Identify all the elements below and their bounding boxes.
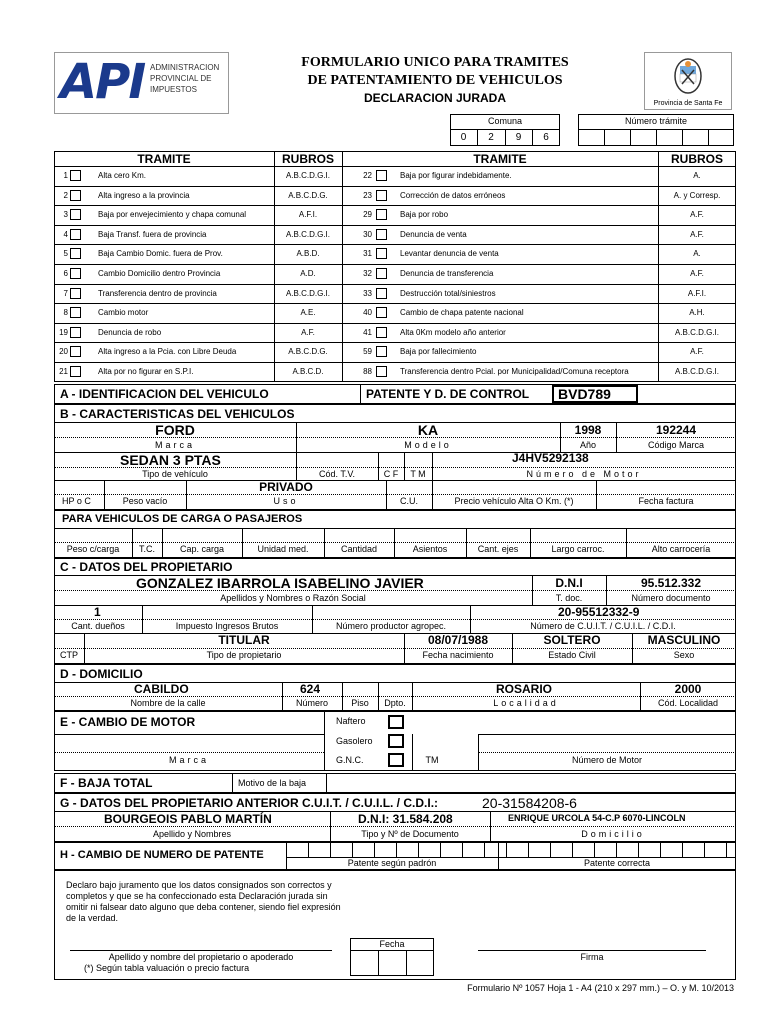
numero-label: Número	[295, 698, 328, 708]
tramite-checkbox[interactable]	[70, 170, 81, 181]
gnc-checkbox[interactable]	[388, 753, 404, 767]
tipo-prop-label: Tipo de propietario	[206, 650, 282, 660]
anterior-cuit-value: 20-31584208-6	[482, 795, 577, 811]
patente-value: BVD789	[558, 386, 611, 402]
patente-cell-divider	[638, 842, 639, 857]
comuna-digit: 2	[488, 132, 494, 143]
section-g-title: G - DATOS DEL PROPIETARIO ANTERIOR C.U.I.T. / C.U.I.L. / C.D.I.:	[60, 796, 439, 810]
tramite-checkbox[interactable]	[376, 170, 387, 181]
patente-cell-divider	[550, 842, 551, 857]
localidad-label: Localidad	[493, 698, 559, 708]
form-title-1: FORMULARIO UNICO PARA TRAMITES	[301, 55, 569, 70]
rubros-header: RUBROS	[281, 152, 334, 166]
tramite-label: Corrección de datos erróneos	[400, 190, 506, 200]
sexo-label: Sexo	[673, 650, 695, 660]
tramite-label: Alta 0Km modelo año anterior	[400, 327, 506, 337]
tramite-label: Transferencia dentro Pcial. por Municipalidad/Comuna receptora	[400, 367, 629, 376]
section-e-title: E - CAMBIO DE MOTOR	[60, 715, 196, 729]
anterior-nombre-value: BOURGEOIS PABLO MARTÍN	[104, 812, 272, 826]
tramite-checkbox[interactable]	[70, 190, 81, 201]
tramite-checkbox[interactable]	[376, 307, 387, 318]
declaration-line: omitir ni falsear dato alguno que deba contener, siendo fiel expresión	[66, 902, 341, 912]
modelo-value: KA	[417, 422, 439, 438]
carga-label: T.C.	[138, 544, 155, 554]
tm-label: T M	[410, 469, 426, 479]
tipo-vehiculo-label: Tipo de vehículo	[142, 469, 208, 479]
tramite-checkbox[interactable]	[70, 288, 81, 299]
tramite-checkbox[interactable]	[376, 268, 387, 279]
patente-cell-divider	[352, 842, 353, 857]
doc-num-value: 95.512.332	[640, 576, 702, 590]
tramite-num: 40	[363, 308, 372, 318]
tramite-label: Cambio Domicilio dentro Provincia	[98, 269, 221, 278]
org-name-1: ADMINISTRACION	[150, 63, 220, 72]
marca-value: FORD	[155, 422, 195, 438]
gnc-label: G.N.C.	[336, 755, 364, 765]
cant-duenos-value: 1	[94, 605, 101, 619]
modelo-label: Modelo	[404, 440, 452, 450]
tramite-header: TRAMITE	[473, 152, 527, 166]
tramite-checkbox[interactable]	[70, 248, 81, 259]
tramite-num: 33	[363, 288, 372, 298]
motor-value: J4HV5292138	[512, 451, 589, 465]
patente-cell-divider	[528, 842, 529, 857]
province-seal-icon	[672, 56, 704, 96]
carga-label: Largo carroc.	[551, 544, 605, 554]
firma-label: Firma	[580, 952, 604, 962]
patente-label: PATENTE Y D. DE CONTROL	[366, 387, 530, 401]
calle-value: CABILDO	[134, 682, 189, 696]
comuna-digit: 6	[543, 132, 549, 143]
tramite-label: Baja por robo	[400, 210, 449, 220]
tramite-num: 88	[363, 367, 372, 376]
tramite-rubros: A.F.I.	[298, 210, 318, 220]
gasolero-label: Gasolero	[336, 736, 373, 746]
tramite-label: Denuncia de venta	[400, 229, 467, 239]
tramite-checkbox[interactable]	[70, 366, 81, 377]
tramite-num: 59	[363, 347, 372, 357]
section-a-title: A - IDENTIFICACION DEL VEHICULO	[60, 387, 269, 401]
patente-cell-divider	[704, 842, 705, 857]
tramite-num: 8	[63, 308, 68, 318]
tipo-vehiculo-value: SEDAN 3 PTAS	[120, 452, 221, 468]
carga-label: Asientos	[412, 544, 448, 554]
tramite-label: Baja por figurar indebidamente.	[400, 171, 512, 180]
carga-label: Peso c/carga	[66, 544, 120, 554]
tramite-num: 22	[363, 171, 372, 180]
patente-cell-divider	[660, 842, 661, 857]
footer-note: Formulario Nº 1057 Hoja 1 - A4 (210 x 297 mm.) – O. y M. 10/2013	[467, 983, 734, 993]
anterior-nombre-label: Apellido y Nombres	[152, 829, 232, 839]
patente-cell-divider	[484, 842, 485, 857]
org-name-2: PROVINCIAL DE	[150, 74, 212, 83]
tramite-checkbox[interactable]	[70, 346, 81, 357]
gasolero-checkbox[interactable]	[388, 734, 404, 748]
naftero-checkbox[interactable]	[388, 715, 404, 729]
tramite-num: 31	[363, 249, 372, 259]
cod-tv-label: Cód. T.V.	[318, 469, 356, 479]
tramite-num: 4	[63, 229, 68, 239]
propietario-nombre: GONZALEZ IBARROLA ISABELINO JAVIER	[136, 575, 424, 591]
dpto-label: Dpto.	[384, 698, 406, 708]
cant-duenos-label: Cant. dueños	[71, 621, 125, 631]
tramite-checkbox[interactable]	[376, 327, 387, 338]
motor-numero-label: Número de Motor	[571, 755, 643, 765]
anio-label: Año	[579, 440, 596, 450]
tramite-label: Cambio motor	[98, 308, 149, 318]
fecha-factura-label: Fecha factura	[638, 496, 694, 506]
patente-cell-divider	[418, 842, 419, 857]
cu-label: C.U.	[400, 496, 418, 506]
tramite-label: Baja Transf. fuera de provincia	[98, 229, 207, 239]
tramite-label: Baja por envejecimiento y chapa comunal	[98, 210, 247, 220]
anterior-doc-label: Tipo y Nº de Documento	[361, 829, 459, 839]
tramite-rubros: A.H.	[689, 308, 705, 318]
tramite-rubros: A.D.	[300, 269, 316, 278]
patente-cell-divider	[374, 842, 375, 857]
tramite-label: Alta por no figurar en S.P.I.	[98, 367, 194, 376]
marca-label: Marca	[154, 440, 195, 450]
fecha-label: Fecha	[379, 939, 405, 949]
cuit-value: 20-95512332-9	[558, 605, 640, 619]
tramite-rubros: A.B.C.D.G.	[288, 347, 328, 357]
localidad-value: ROSARIO	[496, 682, 553, 696]
tramite-checkbox[interactable]	[376, 346, 387, 357]
rubros-header: RUBROS	[670, 152, 723, 166]
cod-localidad-label: Cód. Localidad	[657, 698, 719, 708]
carga-label: Cantidad	[340, 544, 378, 554]
tramite-checkbox[interactable]	[70, 307, 81, 318]
patente-cell-divider	[616, 842, 617, 857]
hp-label: HP o C	[62, 496, 91, 506]
patente-cell-divider	[506, 842, 507, 857]
tramite-num: 32	[363, 269, 372, 278]
declaration-line: Declaro bajo juramento que los datos consignados son correctos y	[66, 880, 332, 890]
sexo-value: MASCULINO	[647, 633, 721, 647]
cod-localidad-value: 2000	[674, 682, 702, 696]
comuna-label: Comuna	[487, 116, 523, 126]
carga-label: Unidad med.	[257, 544, 309, 554]
tramite-checkbox[interactable]	[70, 209, 81, 220]
tramite-label: Destrucción total/siniestros	[400, 288, 496, 298]
patente-cell-divider	[308, 842, 309, 857]
tramite-checkbox[interactable]	[376, 288, 387, 299]
patente-cell-divider	[330, 842, 331, 857]
tramite-rubros: A.B.C.D.G.I.	[285, 229, 330, 239]
tramite-rubros: A.F.	[690, 347, 704, 357]
ndoc-label: Número documento	[631, 593, 711, 603]
fecha-nac-label: Fecha nacimiento	[422, 650, 494, 660]
productor-label: Número productor agropec.	[335, 621, 447, 631]
codigo-marca-value: 192244	[655, 423, 697, 437]
tramite-label: Levantar denuncia de venta	[400, 249, 499, 259]
patente-correcta-label: Patente correcta	[583, 858, 651, 868]
piso-label: Piso	[351, 698, 369, 708]
tramite-num: 7	[63, 288, 68, 298]
tipo-prop-value: TITULAR	[218, 633, 270, 647]
anio-value: 1998	[574, 423, 602, 437]
tramite-num: 20	[59, 347, 68, 357]
tramite-rubros: A.B.C.D.G.I.	[674, 327, 719, 337]
tramite-rubros: A.F.	[690, 269, 704, 278]
motor-marca-label: Marca	[168, 755, 209, 765]
motor-label: Número de Motor	[526, 469, 642, 479]
tramite-rubros: A.F.	[690, 229, 704, 239]
fecha-nac-value: 08/07/1988	[427, 633, 489, 647]
tramite-num: 19	[59, 327, 68, 337]
uso-value: PRIVADO	[259, 480, 313, 494]
codigo-marca-label: Código Marca	[647, 440, 705, 450]
comuna-digit: 0	[460, 132, 467, 143]
naftero-label: Naftero	[336, 716, 366, 726]
tm-label: TM	[425, 755, 439, 765]
tramite-num: 41	[363, 327, 372, 337]
cf-label: C F	[383, 469, 399, 479]
form-title-2: DE PATENTAMIENTO DE VEHICULOS	[307, 73, 563, 88]
section-b-title: B - CARACTERISTICAS DEL VEHICULOS	[60, 407, 295, 421]
tramite-rubros: A.B.D.	[296, 249, 320, 259]
tramite-checkbox[interactable]	[376, 229, 387, 240]
tramite-num: 6	[63, 269, 68, 278]
tramite-rubros: A.F.I.	[687, 288, 707, 298]
iibb-label: Impuesto Ingresos Brutos	[175, 621, 279, 631]
tramite-rubros: A.B.C.D.G.	[288, 190, 328, 200]
patente-padron-label: Patente según padrón	[347, 858, 437, 868]
tramite-rubros: A.	[693, 249, 701, 259]
patente-cell-divider	[572, 842, 573, 857]
motivo-baja-label: Motivo de la baja	[238, 778, 307, 788]
tramite-label: Baja por fallecimiento	[400, 347, 477, 357]
anterior-dni-value: D.N.I: 31.584.208	[358, 812, 453, 826]
tramite-num: 21	[59, 367, 68, 376]
tramite-rubros: A.E.	[300, 308, 316, 318]
apoderado-label: Apellido y nombre del propietario o apoderado	[108, 952, 294, 962]
tramite-rubros: A.F.	[301, 327, 315, 337]
tramite-num: 2	[63, 190, 68, 200]
valuacion-note: (*) Según tabla valuación o precio factura	[84, 963, 250, 973]
tramite-checkbox[interactable]	[376, 209, 387, 220]
numero-tramite-label: Número trámite	[624, 116, 687, 126]
ctp-label: CTP	[60, 650, 78, 660]
api-logo: API	[60, 54, 145, 110]
tramite-rubros: A.B.C.D.G.I.	[285, 171, 330, 180]
tramite-label: Cambio de chapa patente nacional	[400, 308, 524, 318]
tramite-num: 3	[63, 210, 68, 220]
tramite-label: Baja Cambio Domic. fuera de Prov.	[98, 249, 223, 259]
section-c-title: C - DATOS DEL PROPIETARIO	[60, 560, 233, 574]
carga-label: Cap. carga	[179, 544, 225, 554]
tramite-checkbox[interactable]	[376, 366, 387, 377]
tramite-checkbox[interactable]	[376, 248, 387, 259]
carga-label: Alto carrocería	[651, 544, 711, 554]
numero-value: 624	[300, 682, 321, 696]
declaration-line: completos y que se ha confeccionado esta Declaración jurada sin	[66, 891, 328, 901]
precio-label: Precio vehículo Alta O Km. (*)	[454, 496, 574, 506]
tramite-checkbox[interactable]	[70, 229, 81, 240]
anterior-domicilio-value: ENRIQUE URCOLA 54-C.P 6070-LINCOLN	[508, 813, 686, 823]
comuna-digit: 9	[515, 132, 522, 143]
tramite-rubros: A.B.C.D.	[292, 367, 324, 376]
tramite-label: Alta cero Km.	[98, 171, 147, 180]
patente-cell-divider	[726, 842, 727, 857]
carga-label: Cant. ejes	[477, 544, 519, 554]
tramite-rubros: A.F.	[690, 210, 704, 220]
estado-civil-label: Estado Civil	[548, 650, 596, 660]
tramite-header: TRAMITE	[137, 152, 191, 166]
calle-label: Nombre de la calle	[130, 698, 206, 708]
declaration-line: de la verdad.	[66, 913, 119, 923]
tramite-label: Alta ingreso a la provincia	[98, 190, 190, 200]
tramite-num: 23	[363, 190, 372, 200]
tdoc-label: T. doc.	[555, 593, 583, 603]
tramite-label: Transferencia dentro de provincia	[98, 288, 217, 298]
tramite-checkbox[interactable]	[70, 327, 81, 338]
tramite-num: 1	[63, 171, 68, 180]
nombre-label: Apellidos y Nombres o Razón Social	[220, 593, 366, 603]
doc-tipo-value: D.N.I	[555, 576, 583, 590]
section-f-title: F - BAJA TOTAL	[60, 776, 153, 790]
tramite-label: Alta ingreso a la Pcia. con Libre Deuda	[98, 347, 237, 357]
province-label: Provincia de Santa Fe	[653, 100, 723, 107]
tramite-rubros: A.B.C.D.G.I.	[674, 367, 719, 376]
tramite-rubros: A.	[693, 171, 701, 180]
uso-label: Uso	[273, 496, 299, 506]
tramite-checkbox[interactable]	[376, 190, 387, 201]
patente-cell-divider	[462, 842, 463, 857]
form-title-3: DECLARACION JURADA	[363, 91, 506, 105]
peso-vacio-label: Peso vacío	[122, 496, 168, 506]
cuit-label: Número de C.U.I.T. / C.U.I.L. / C.D.I.	[530, 621, 676, 631]
section-d-title: D - DOMICILIO	[60, 667, 143, 681]
tramite-label: Denuncia de transferencia	[400, 269, 494, 278]
org-name-3: IMPUESTOS	[150, 85, 197, 94]
tramite-num: 29	[363, 210, 372, 220]
tramite-num: 5	[63, 249, 68, 259]
tramite-rubros: A.B.C.D.G.I.	[285, 288, 330, 298]
section-f	[54, 773, 736, 793]
carga-title: PARA VEHICULOS DE CARGA O PASAJEROS	[62, 513, 303, 525]
tramite-label: Denuncia de robo	[98, 327, 162, 337]
patente-cell-divider	[396, 842, 397, 857]
section-h-title: H - CAMBIO DE NUMERO DE PATENTE	[60, 849, 264, 861]
tramite-checkbox[interactable]	[70, 268, 81, 279]
anterior-domicilio-label: Domicilio	[581, 829, 645, 839]
tramite-rubros: A. y Corresp.	[673, 190, 721, 200]
estado-civil-value: SOLTERO	[543, 633, 601, 647]
patente-cell-divider	[594, 842, 595, 857]
patente-cell-divider	[440, 842, 441, 857]
tramite-num: 30	[363, 229, 372, 239]
patente-cell-divider	[682, 842, 683, 857]
